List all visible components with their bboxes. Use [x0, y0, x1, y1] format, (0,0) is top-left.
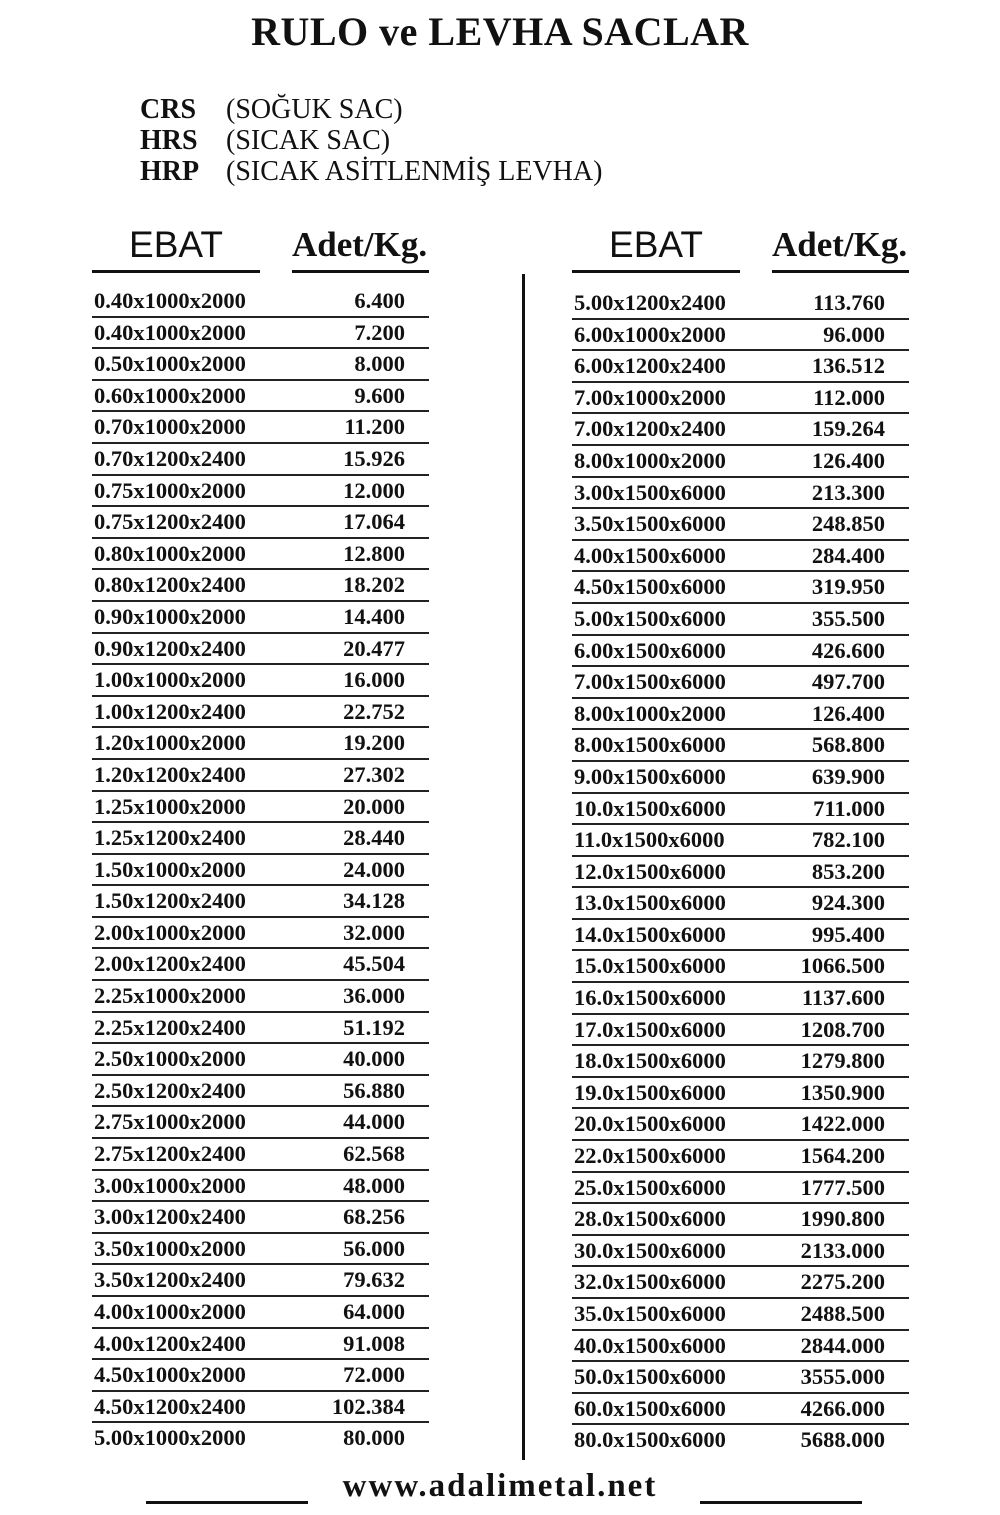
weight-cell: 12.000 [343, 477, 405, 503]
table-row [92, 1044, 429, 1076]
weight-cell: 19.200 [343, 730, 405, 756]
adet-header-underline [292, 270, 429, 273]
table-row [92, 823, 429, 855]
size-cell: 3.50x1500x6000 [574, 511, 726, 537]
size-cell: 2.25x1200x2400 [94, 1014, 246, 1040]
table-row [92, 318, 429, 350]
weight-cell: 853.200 [811, 858, 885, 884]
size-cell: 50.0x1500x6000 [574, 1364, 726, 1390]
table-row [92, 634, 429, 666]
legend-code: HRP [140, 156, 200, 187]
size-cell: 40.0x1500x6000 [574, 1332, 726, 1358]
size-cell: 3.50x1000x2000 [94, 1235, 246, 1261]
size-cell: 0.80x1200x2400 [94, 572, 246, 598]
table-row [92, 1423, 429, 1455]
size-cell: 1.25x1000x2000 [94, 793, 246, 819]
size-cell: 0.60x1000x2000 [94, 382, 246, 408]
table-row [92, 1202, 429, 1234]
size-cell: 0.40x1000x2000 [94, 288, 246, 313]
size-cell: 2.75x1000x2000 [94, 1109, 246, 1135]
table-row [572, 509, 909, 541]
table-row [92, 1392, 429, 1424]
size-cell: 12.0x1500x6000 [574, 858, 726, 884]
table-row [572, 983, 909, 1015]
table-row [92, 286, 429, 318]
size-cell: 3.50x1200x2400 [94, 1267, 246, 1293]
weight-cell: 248.850 [811, 511, 885, 537]
weight-cell: 159.264 [811, 416, 885, 442]
weight-cell: 126.400 [811, 700, 885, 726]
size-cell: 8.00x1500x6000 [574, 732, 726, 758]
table-row [92, 1076, 429, 1108]
weight-cell: 62.568 [343, 1141, 405, 1167]
table-row [92, 476, 429, 508]
weight-cell: 56.880 [343, 1077, 405, 1103]
weight-cell: 79.632 [343, 1267, 405, 1293]
weight-cell: 3555.000 [800, 1364, 885, 1390]
weight-cell: 27.302 [343, 761, 405, 787]
table-row [572, 541, 909, 573]
table-row [92, 1171, 429, 1203]
table-row [572, 951, 909, 983]
size-cell: 2.25x1000x2000 [94, 983, 246, 1009]
size-cell: 4.50x1200x2400 [94, 1393, 246, 1419]
table-row [572, 1173, 909, 1205]
table-row [572, 414, 909, 446]
table-row [92, 412, 429, 444]
table-row [572, 383, 909, 415]
weight-cell: 924.300 [811, 890, 885, 916]
table-row [92, 760, 429, 792]
size-cell: 2.50x1000x2000 [94, 1046, 246, 1072]
size-cell: 22.0x1500x6000 [574, 1143, 726, 1169]
table-row [572, 351, 909, 383]
size-cell: 0.70x1200x2400 [94, 445, 246, 471]
size-cell: 18.0x1500x6000 [574, 1048, 726, 1074]
table-row [92, 697, 429, 729]
size-cell: 11.0x1500x6000 [574, 827, 725, 853]
table-row [92, 602, 429, 634]
size-cell: 6.00x1500x6000 [574, 637, 726, 663]
weight-cell: 15.926 [343, 445, 405, 471]
size-cell: 1.50x1200x2400 [94, 888, 246, 914]
table-row [92, 949, 429, 981]
table-row [572, 636, 909, 668]
size-cell: 5.00x1200x2400 [574, 290, 726, 315]
size-cell: 3.00x1500x6000 [574, 479, 726, 505]
size-cell: 10.0x1500x6000 [574, 795, 726, 821]
weight-cell: 20.000 [343, 793, 405, 819]
size-cell: 4.00x1500x6000 [574, 542, 726, 568]
table-row [92, 886, 429, 918]
weight-cell: 34.128 [343, 888, 405, 914]
weight-cell: 1990.800 [800, 1206, 885, 1232]
size-cell: 32.0x1500x6000 [574, 1269, 726, 1295]
size-cell: 1.25x1200x2400 [94, 825, 246, 851]
table-row [572, 446, 909, 478]
table-row [92, 665, 429, 697]
size-cell: 2.00x1200x2400 [94, 951, 246, 977]
table-row [92, 507, 429, 539]
size-cell: 28.0x1500x6000 [574, 1206, 726, 1232]
size-cell: 8.00x1000x2000 [574, 700, 726, 726]
table-row [92, 1297, 429, 1329]
size-cell: 13.0x1500x6000 [574, 890, 726, 916]
table-row [92, 728, 429, 760]
weight-cell: 102.384 [331, 1393, 405, 1419]
weight-cell: 113.760 [813, 290, 885, 315]
weight-cell: 319.950 [811, 574, 885, 600]
weight-cell: 1350.900 [800, 1079, 885, 1105]
size-cell: 2.50x1200x2400 [94, 1077, 246, 1103]
table-row [572, 1425, 909, 1457]
weight-cell: 28.440 [343, 825, 405, 851]
size-cell: 0.40x1000x2000 [94, 319, 246, 345]
adet-header: Adet/Kg. [292, 225, 428, 264]
table-row [572, 667, 909, 699]
footer [0, 1466, 1000, 1506]
legend-row [140, 156, 602, 187]
size-cell: 0.50x1000x2000 [94, 351, 246, 377]
size-cell: 1.50x1000x2000 [94, 856, 246, 882]
weight-cell: 36.000 [343, 983, 405, 1009]
weight-cell: 51.192 [343, 1014, 405, 1040]
weight-cell: 213.300 [811, 479, 885, 505]
size-cell: 5.00x1500x6000 [574, 605, 726, 631]
table-row [572, 320, 909, 352]
size-cell: 9.00x1500x6000 [574, 763, 726, 789]
table-row [92, 444, 429, 476]
weight-cell: 24.000 [343, 856, 405, 882]
weight-cell: 1777.500 [800, 1174, 885, 1200]
weight-cell: 56.000 [343, 1235, 405, 1261]
size-cell: 0.90x1000x2000 [94, 603, 246, 629]
weight-cell: 711.000 [813, 795, 885, 821]
weight-cell: 1422.000 [800, 1111, 885, 1137]
size-cell: 0.75x1200x2400 [94, 509, 246, 535]
weight-cell: 2844.000 [800, 1332, 885, 1358]
size-cell: 16.0x1500x6000 [574, 985, 726, 1011]
legend-row [140, 94, 602, 125]
table-row [572, 1331, 909, 1363]
table-row [572, 825, 909, 857]
weight-cell: 4266.000 [800, 1395, 885, 1421]
table-row [92, 1107, 429, 1139]
size-cell: 15.0x1500x6000 [574, 953, 726, 979]
legend-code: CRS [140, 94, 197, 125]
weight-cell: 96.000 [823, 321, 885, 347]
weight-cell: 20.477 [343, 635, 405, 661]
weight-cell: 44.000 [343, 1109, 405, 1135]
weight-cell: 48.000 [343, 1172, 405, 1198]
table-row [92, 792, 429, 824]
weight-cell: 2133.000 [800, 1237, 885, 1263]
table-row [572, 1362, 909, 1394]
size-cell: 4.50x1500x6000 [574, 574, 726, 600]
size-cell: 60.0x1500x6000 [574, 1395, 726, 1421]
table-row [92, 1360, 429, 1392]
size-cell: 2.75x1200x2400 [94, 1141, 246, 1167]
weight-cell: 8.000 [354, 351, 405, 377]
table-row [92, 981, 429, 1013]
size-cell: 25.0x1500x6000 [574, 1174, 726, 1200]
size-cell: 7.00x1500x6000 [574, 669, 726, 695]
legend-desc: (SICAK SAC) [226, 125, 391, 156]
weight-cell: 91.008 [343, 1330, 405, 1356]
page-title: RULO ve LEVHA SACLAR [251, 9, 749, 54]
size-cell: 5.00x1000x2000 [94, 1425, 246, 1451]
size-cell: 1.00x1200x2400 [94, 698, 246, 724]
footer-line-right [700, 1501, 862, 1504]
weight-cell: 639.900 [811, 763, 885, 789]
table-row [572, 604, 909, 636]
size-cell: 6.00x1200x2400 [574, 353, 726, 379]
size-cell: 7.00x1000x2000 [574, 384, 726, 410]
weight-cell: 136.512 [811, 353, 885, 379]
weight-cell: 568.800 [811, 732, 885, 758]
size-cell: 2.00x1000x2000 [94, 919, 246, 945]
ebat-header: EBAT [609, 224, 703, 265]
table-row [572, 794, 909, 826]
size-cell: 30.0x1500x6000 [574, 1237, 726, 1263]
table-row [572, 888, 909, 920]
table-row [572, 1236, 909, 1268]
weight-cell: 355.500 [811, 605, 885, 631]
table-row [572, 1267, 909, 1299]
weight-cell: 995.400 [811, 921, 885, 947]
weight-cell: 16.000 [343, 667, 405, 693]
weight-cell: 426.600 [811, 637, 885, 663]
weight-cell: 5688.000 [800, 1427, 885, 1453]
table-row [92, 349, 429, 381]
table-row [572, 699, 909, 731]
size-cell: 4.00x1000x2000 [94, 1299, 246, 1324]
table-row [572, 857, 909, 889]
weight-cell: 1208.700 [800, 1016, 885, 1042]
table-row [572, 1394, 909, 1426]
ebat-header-underline [92, 270, 260, 273]
weight-cell: 1137.600 [801, 985, 885, 1011]
size-cell: 8.00x1000x2000 [574, 447, 726, 473]
size-cell: 0.90x1200x2400 [94, 635, 246, 661]
table-row [92, 381, 429, 413]
table-row [572, 1078, 909, 1110]
table-row [92, 570, 429, 602]
table-row [92, 1329, 429, 1361]
weight-cell: 18.202 [343, 572, 405, 598]
weight-cell: 80.000 [343, 1425, 405, 1451]
size-cell: 6.00x1000x2000 [574, 321, 726, 347]
weight-cell: 497.700 [811, 669, 885, 695]
table-row [572, 1204, 909, 1236]
table-row [572, 920, 909, 952]
size-cell: 0.75x1000x2000 [94, 477, 246, 503]
weight-cell: 1564.200 [800, 1143, 885, 1169]
ebat-header: EBAT [129, 224, 223, 265]
size-cell: 19.0x1500x6000 [574, 1079, 726, 1105]
table-row [572, 1141, 909, 1173]
legend-row [140, 125, 602, 156]
table-row [92, 539, 429, 571]
size-cell: 7.00x1200x2400 [574, 416, 726, 442]
table-row [572, 1299, 909, 1331]
weight-cell: 1279.800 [800, 1048, 885, 1074]
size-cell: 4.00x1200x2400 [94, 1330, 246, 1356]
size-cell: 35.0x1500x6000 [574, 1301, 726, 1326]
table-row [572, 1046, 909, 1078]
weight-cell: 6.400 [354, 288, 405, 313]
table-row [92, 1265, 429, 1297]
table-row [572, 478, 909, 510]
adet-header: Adet/Kg. [772, 225, 908, 264]
size-cell: 1.20x1000x2000 [94, 730, 246, 756]
legend [140, 94, 602, 187]
weight-cell: 284.400 [811, 542, 885, 568]
weight-cell: 22.752 [343, 698, 405, 724]
weight-cell: 17.064 [343, 509, 405, 535]
table-row [572, 288, 909, 320]
weight-cell: 32.000 [343, 919, 405, 945]
weight-cell: 68.256 [343, 1204, 405, 1230]
size-cell: 3.00x1200x2400 [94, 1204, 246, 1230]
weight-cell: 2275.200 [800, 1269, 885, 1295]
weight-cell: 11.200 [344, 414, 405, 440]
table-row [572, 1015, 909, 1047]
legend-desc: (SICAK ASİTLENMİŞ LEVHA) [226, 156, 603, 187]
size-cell: 4.50x1000x2000 [94, 1362, 246, 1388]
table-row [572, 1109, 909, 1141]
table-row [572, 762, 909, 794]
weight-cell: 72.000 [343, 1362, 405, 1388]
legend-desc: (SOĞUK SAC) [226, 94, 403, 125]
size-cell: 20.0x1500x6000 [574, 1111, 726, 1137]
table-row [92, 1013, 429, 1045]
weight-cell: 40.000 [343, 1046, 405, 1072]
weight-cell: 126.400 [811, 447, 885, 473]
size-cell: 14.0x1500x6000 [574, 921, 726, 947]
size-cell: 3.00x1000x2000 [94, 1172, 246, 1198]
table-row [572, 572, 909, 604]
left-size-table [92, 286, 429, 1455]
size-cell: 17.0x1500x6000 [574, 1016, 726, 1042]
size-cell: 1.20x1200x2400 [94, 761, 246, 787]
table-row [92, 855, 429, 887]
weight-cell: 2488.500 [800, 1301, 885, 1326]
size-cell: 1.00x1000x2000 [94, 667, 246, 693]
weight-cell: 782.100 [811, 827, 885, 853]
size-cell: 0.80x1000x2000 [94, 540, 246, 566]
adet-header-underline [772, 270, 909, 273]
column-divider [522, 274, 525, 1460]
size-cell: 80.0x1500x6000 [574, 1427, 726, 1453]
table-row [572, 730, 909, 762]
weight-cell: 112.000 [813, 384, 885, 410]
size-cell: 0.70x1000x2000 [94, 414, 246, 440]
weight-cell: 1066.500 [800, 953, 885, 979]
legend-code: HRS [140, 125, 198, 156]
weight-cell: 45.504 [343, 951, 405, 977]
table-row [92, 1234, 429, 1266]
weight-cell: 64.000 [343, 1299, 405, 1324]
weight-cell: 9.600 [354, 382, 405, 408]
website-link[interactable]: www.adalimetal.net [342, 1468, 658, 1504]
weight-cell: 14.400 [343, 603, 405, 629]
weight-cell: 7.200 [354, 319, 405, 345]
right-size-table [572, 288, 909, 1457]
weight-cell: 12.800 [343, 540, 405, 566]
ebat-header-underline [572, 270, 740, 273]
table-row [92, 918, 429, 950]
table-row [92, 1139, 429, 1171]
